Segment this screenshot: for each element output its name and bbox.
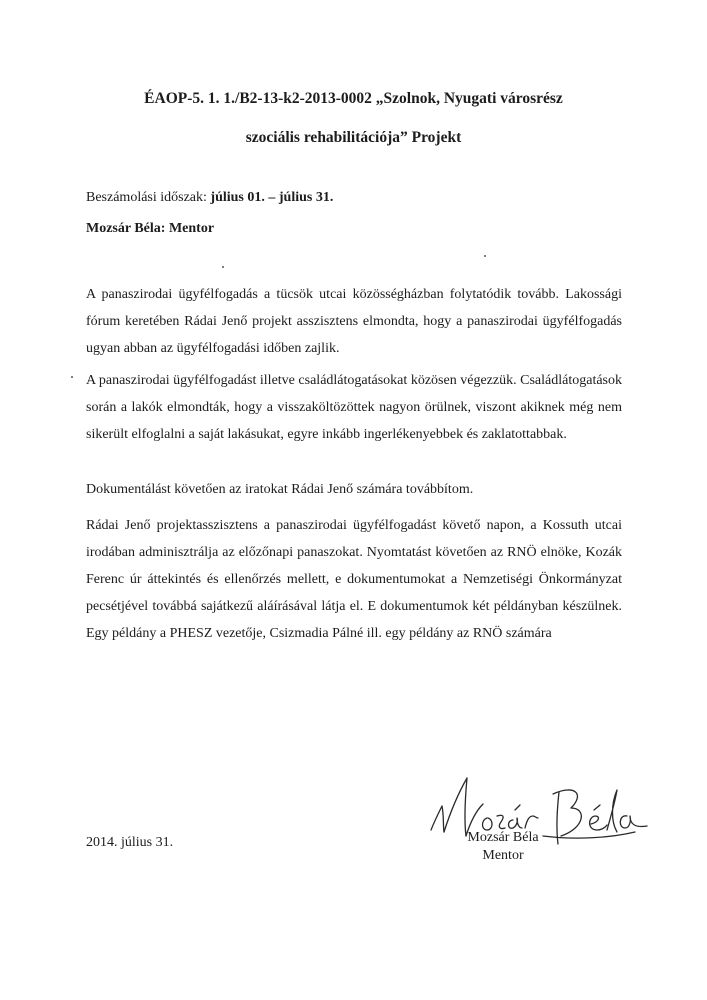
paragraph-4: Rádai Jenő projektasszisztens a panaszirodai ügyfélfogadást követő napon, a Kossuth utcai irodában adminisztrálja az előzőnapi panaszokat. Nyomtatást követően az RNÖ elnöke, Kozák Ferenc úr áttekintés és ellenőrzés mellett, e dokumentumokat a Nemzetiségi Önkormányzat pecsétjével továbbá sajátkezű aláírásával látja el. E dokumentumok két példányban készülnek. Egy példány a PHESZ vezetője, Csizmadia Pálné ill. egy példány az RNÖ számára [86,518,622,641]
document-date: 2014. július 31. [86,835,174,850]
scan-speck [71,376,73,378]
paragraph-3: Dokumentálást követően az iratokat Rádai Jenő számára továbbítom. [86,482,474,497]
signatory-role: Mentor [482,848,524,863]
signatory-name: Mozsár Béla [467,830,539,845]
author-line: Mozsár Béla: Mentor [86,221,215,236]
reporting-period [86,189,333,207]
scan-speck [484,255,486,257]
paragraph-1: A panaszirodai ügyfélfogadás a tücsök utcai közösségházban folytatódik tovább. Lakossági fórum keretében Rádai Jenő projekt asszisztens elmondta, hogy a panaszirodai ügyfélfogadás ugyan abban az ügyfélfogadási időben zajlik. [86,287,622,356]
reporting-period-value: július 01. – július 31. [210,190,334,205]
paragraph-2: A panaszirodai ügyfélfogadást illetve családlátogatásokat közösen végezzük. Családlátogatások során a lakók elmondták, hogy a visszaköltözöttek nagyon örülnek, viszont akiknek még nem sikerült elfoglalni a saját lakásukat, egyre inkább ingerlékenyebbek és zaklatottabbak. [86,373,622,442]
reporting-period-label: Beszámolási időszak: [86,190,211,205]
scan-speck [222,266,224,268]
document-title-line-2: szociális rehabilitációja” Projekt [245,129,462,146]
document-title-line-1: ÉAOP-5. 1. 1./B2-13-k2-2013-0002 „Szolnok, Nyugati városrész [144,90,563,107]
